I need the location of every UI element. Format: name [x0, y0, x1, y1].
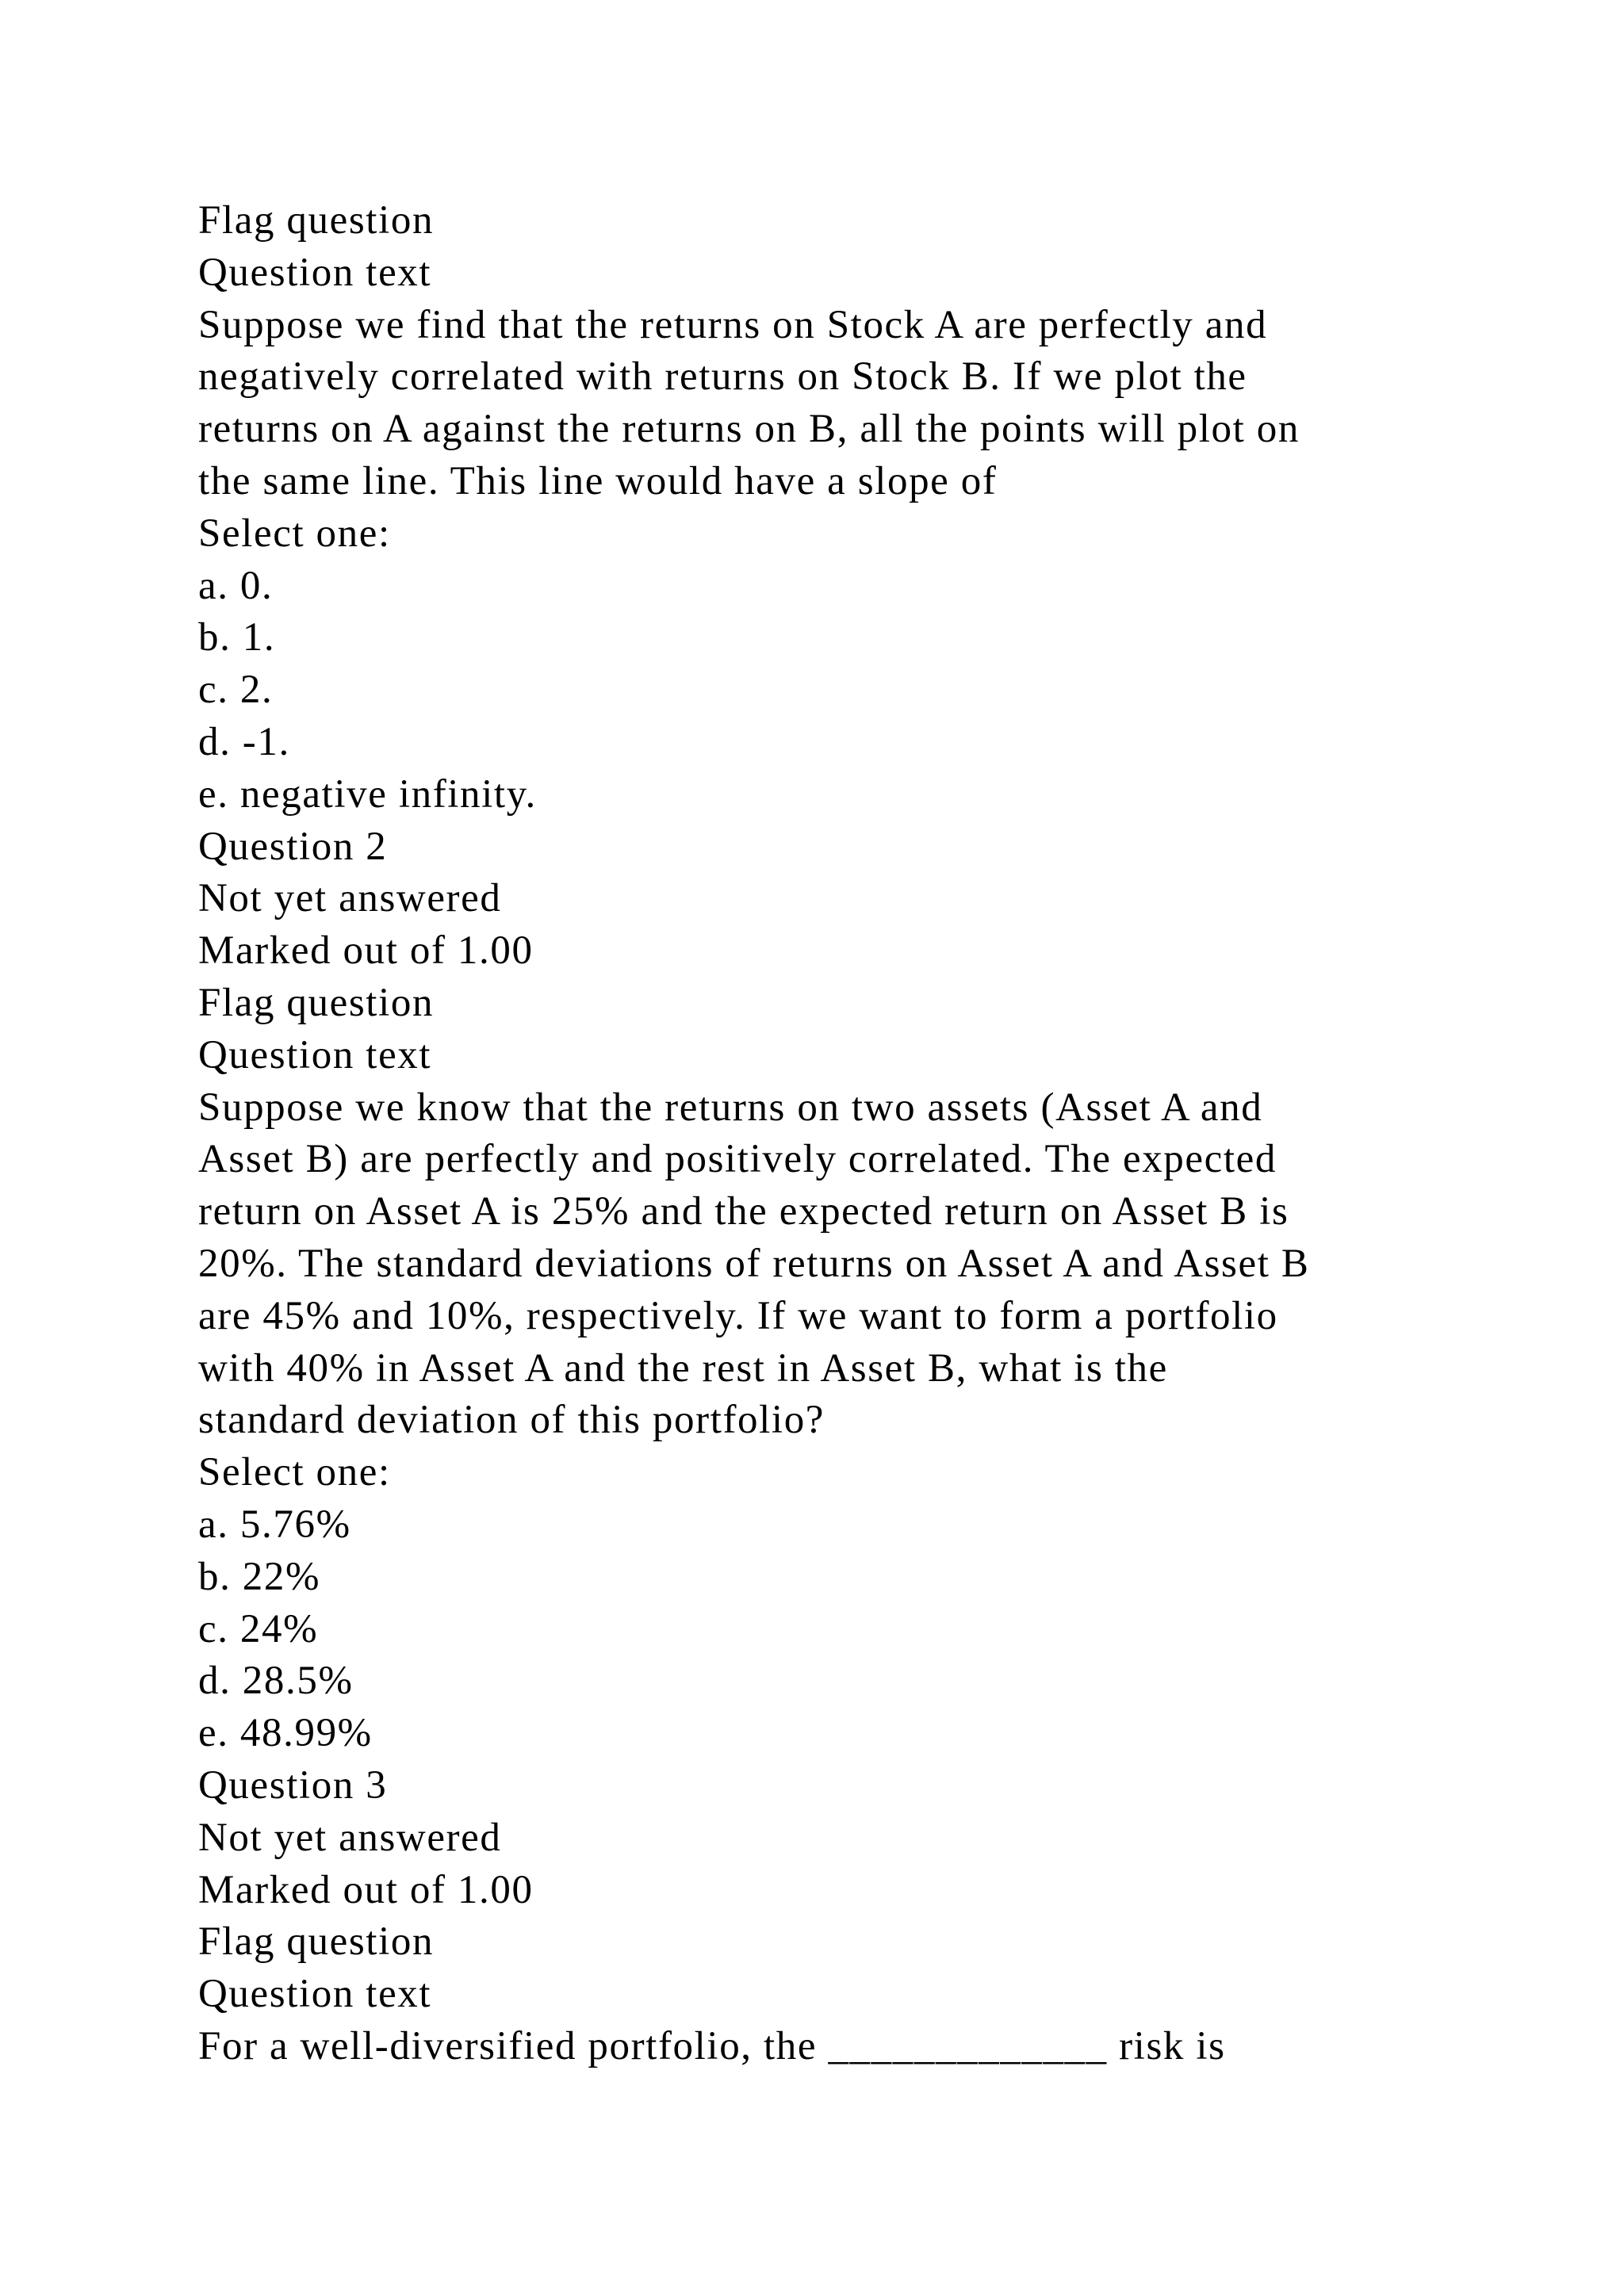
question-2-number: Question 2 — [198, 824, 388, 869]
flag-question-link[interactable]: Flag question — [198, 1919, 435, 1965]
question-text-label: Question text — [198, 250, 432, 295]
question-2-marks: Marked out of 1.00 — [198, 928, 534, 974]
question-1-text-line: negatively correlated with returns on Stock B. If we plot the — [198, 354, 1247, 400]
document-page — [198, 195, 1467, 2073]
question-3-marks: Marked out of 1.00 — [198, 1867, 534, 1912]
question-1-option-c[interactable]: c. 2. — [198, 668, 274, 713]
question-1-text-line: Suppose we find that the returns on Stock A are perfectly and — [198, 302, 1268, 347]
question-1-option-a[interactable]: a. 0. — [198, 563, 274, 608]
question-3-status: Not yet answered — [198, 1815, 502, 1860]
question-1-text-line: the same line. This line would have a slope of — [198, 458, 998, 503]
select-one-label: Select one: — [198, 1450, 391, 1495]
question-1-option-b[interactable]: b. 1. — [198, 615, 276, 660]
question-text-label: Question text — [198, 1032, 432, 1077]
question-2-option-e[interactable]: e. 48.99% — [198, 1711, 373, 1756]
question-text-label: Question text — [198, 1972, 432, 2017]
question-3-text-line: For a well-diversified portfolio, the _____________ risk is — [198, 2023, 1226, 2068]
question-1-text-line: returns on A against the returns on B, all the points will plot on — [198, 407, 1300, 452]
select-one-label: Select one: — [198, 511, 391, 556]
question-3-number: Question 3 — [198, 1762, 388, 1808]
question-1-option-d[interactable]: d. -1. — [198, 719, 290, 764]
question-2-text-line: 20%. The standard deviations of returns on Asset A and Asset B — [198, 1241, 1310, 1286]
question-2-option-c[interactable]: c. 24% — [198, 1606, 319, 1651]
question-2-text-line: return on Asset A is 25% and the expected return on Asset B is — [198, 1189, 1289, 1234]
question-2-option-d[interactable]: d. 28.5% — [198, 1659, 354, 1704]
flag-question-link[interactable]: Flag question — [198, 980, 435, 1025]
question-1-option-e[interactable]: e. negative infinity. — [198, 771, 537, 817]
flag-question-link[interactable]: Flag question — [198, 198, 435, 243]
question-2-text-line: Suppose we know that the returns on two assets (Asset A and — [198, 1085, 1263, 1130]
question-2-option-a[interactable]: a. 5.76% — [198, 1502, 351, 1547]
question-2-text-line: Asset B) are perfectly and positively correlated. The expected — [198, 1137, 1277, 1182]
question-2-text-line: are 45% and 10%, respectively. If we want to form a portfolio — [198, 1293, 1278, 1338]
question-2-text-line: with 40% in Asset A and the rest in Asset B, what is the — [198, 1345, 1168, 1391]
question-2-status: Not yet answered — [198, 876, 502, 921]
question-2-text-line: standard deviation of this portfolio? — [198, 1398, 825, 1443]
question-2-option-b[interactable]: b. 22% — [198, 1554, 321, 1599]
